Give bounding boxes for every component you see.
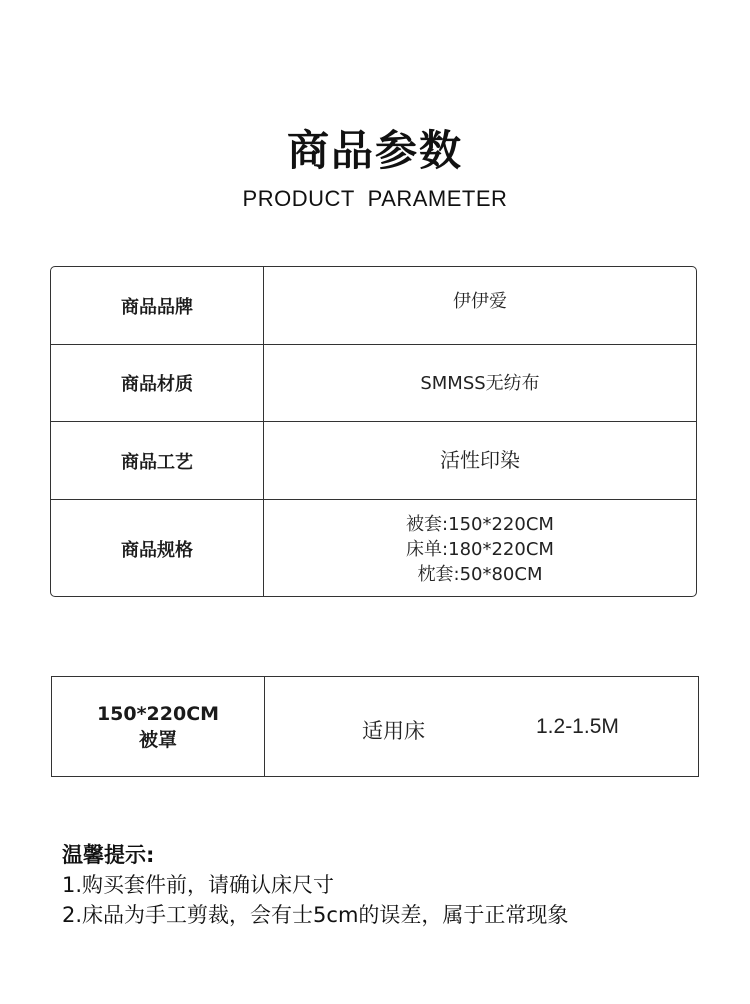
brand-value-cell (264, 267, 696, 344)
size-table (51, 676, 699, 777)
spec-value-cell (264, 500, 696, 597)
bed-label: 适用床 (362, 719, 425, 743)
size-item-name: 被罩 (138, 728, 177, 751)
page-subtitle: PRODUCT PARAMETER (242, 186, 508, 211)
craft-value: 活性印染 (440, 448, 520, 472)
tips-section (62, 840, 722, 930)
tips-line-2: 2.床品为手工剪裁，会有士5cm的误差，属于正常现象 (62, 903, 569, 927)
spec-line-duvet: 被套:150*220CM (406, 513, 554, 535)
table-row-spec (51, 500, 696, 597)
brand-label: 商品品牌 (51, 267, 264, 344)
spec-line-pillowcase: 枕套:50*80CM (417, 563, 543, 585)
table-row-craft (51, 422, 696, 500)
page-title: 商品参数 (286, 126, 463, 175)
table-row-brand (51, 267, 696, 345)
tips-line-1: 1.购买套件前，请确认床尺寸 (62, 873, 335, 897)
bed-value: 1.2-1.5M (536, 715, 619, 738)
size-dimension: 150*220CM (96, 702, 220, 725)
table-row-material (51, 345, 696, 422)
craft-label: 商品工艺 (51, 422, 264, 499)
craft-value-cell (264, 422, 696, 499)
brand-value: 伊伊爱 (453, 291, 507, 312)
size-cell (52, 677, 265, 776)
material-label: 商品材质 (51, 345, 264, 421)
material-value: SMMSS无纺布 (420, 372, 540, 394)
spec-line-sheet: 床单:180*220CM (406, 538, 554, 560)
material-value-cell (264, 345, 696, 421)
spec-label: 商品规格 (51, 500, 264, 597)
tips-title: 温馨提示: (62, 843, 155, 867)
parameter-table (50, 266, 697, 597)
